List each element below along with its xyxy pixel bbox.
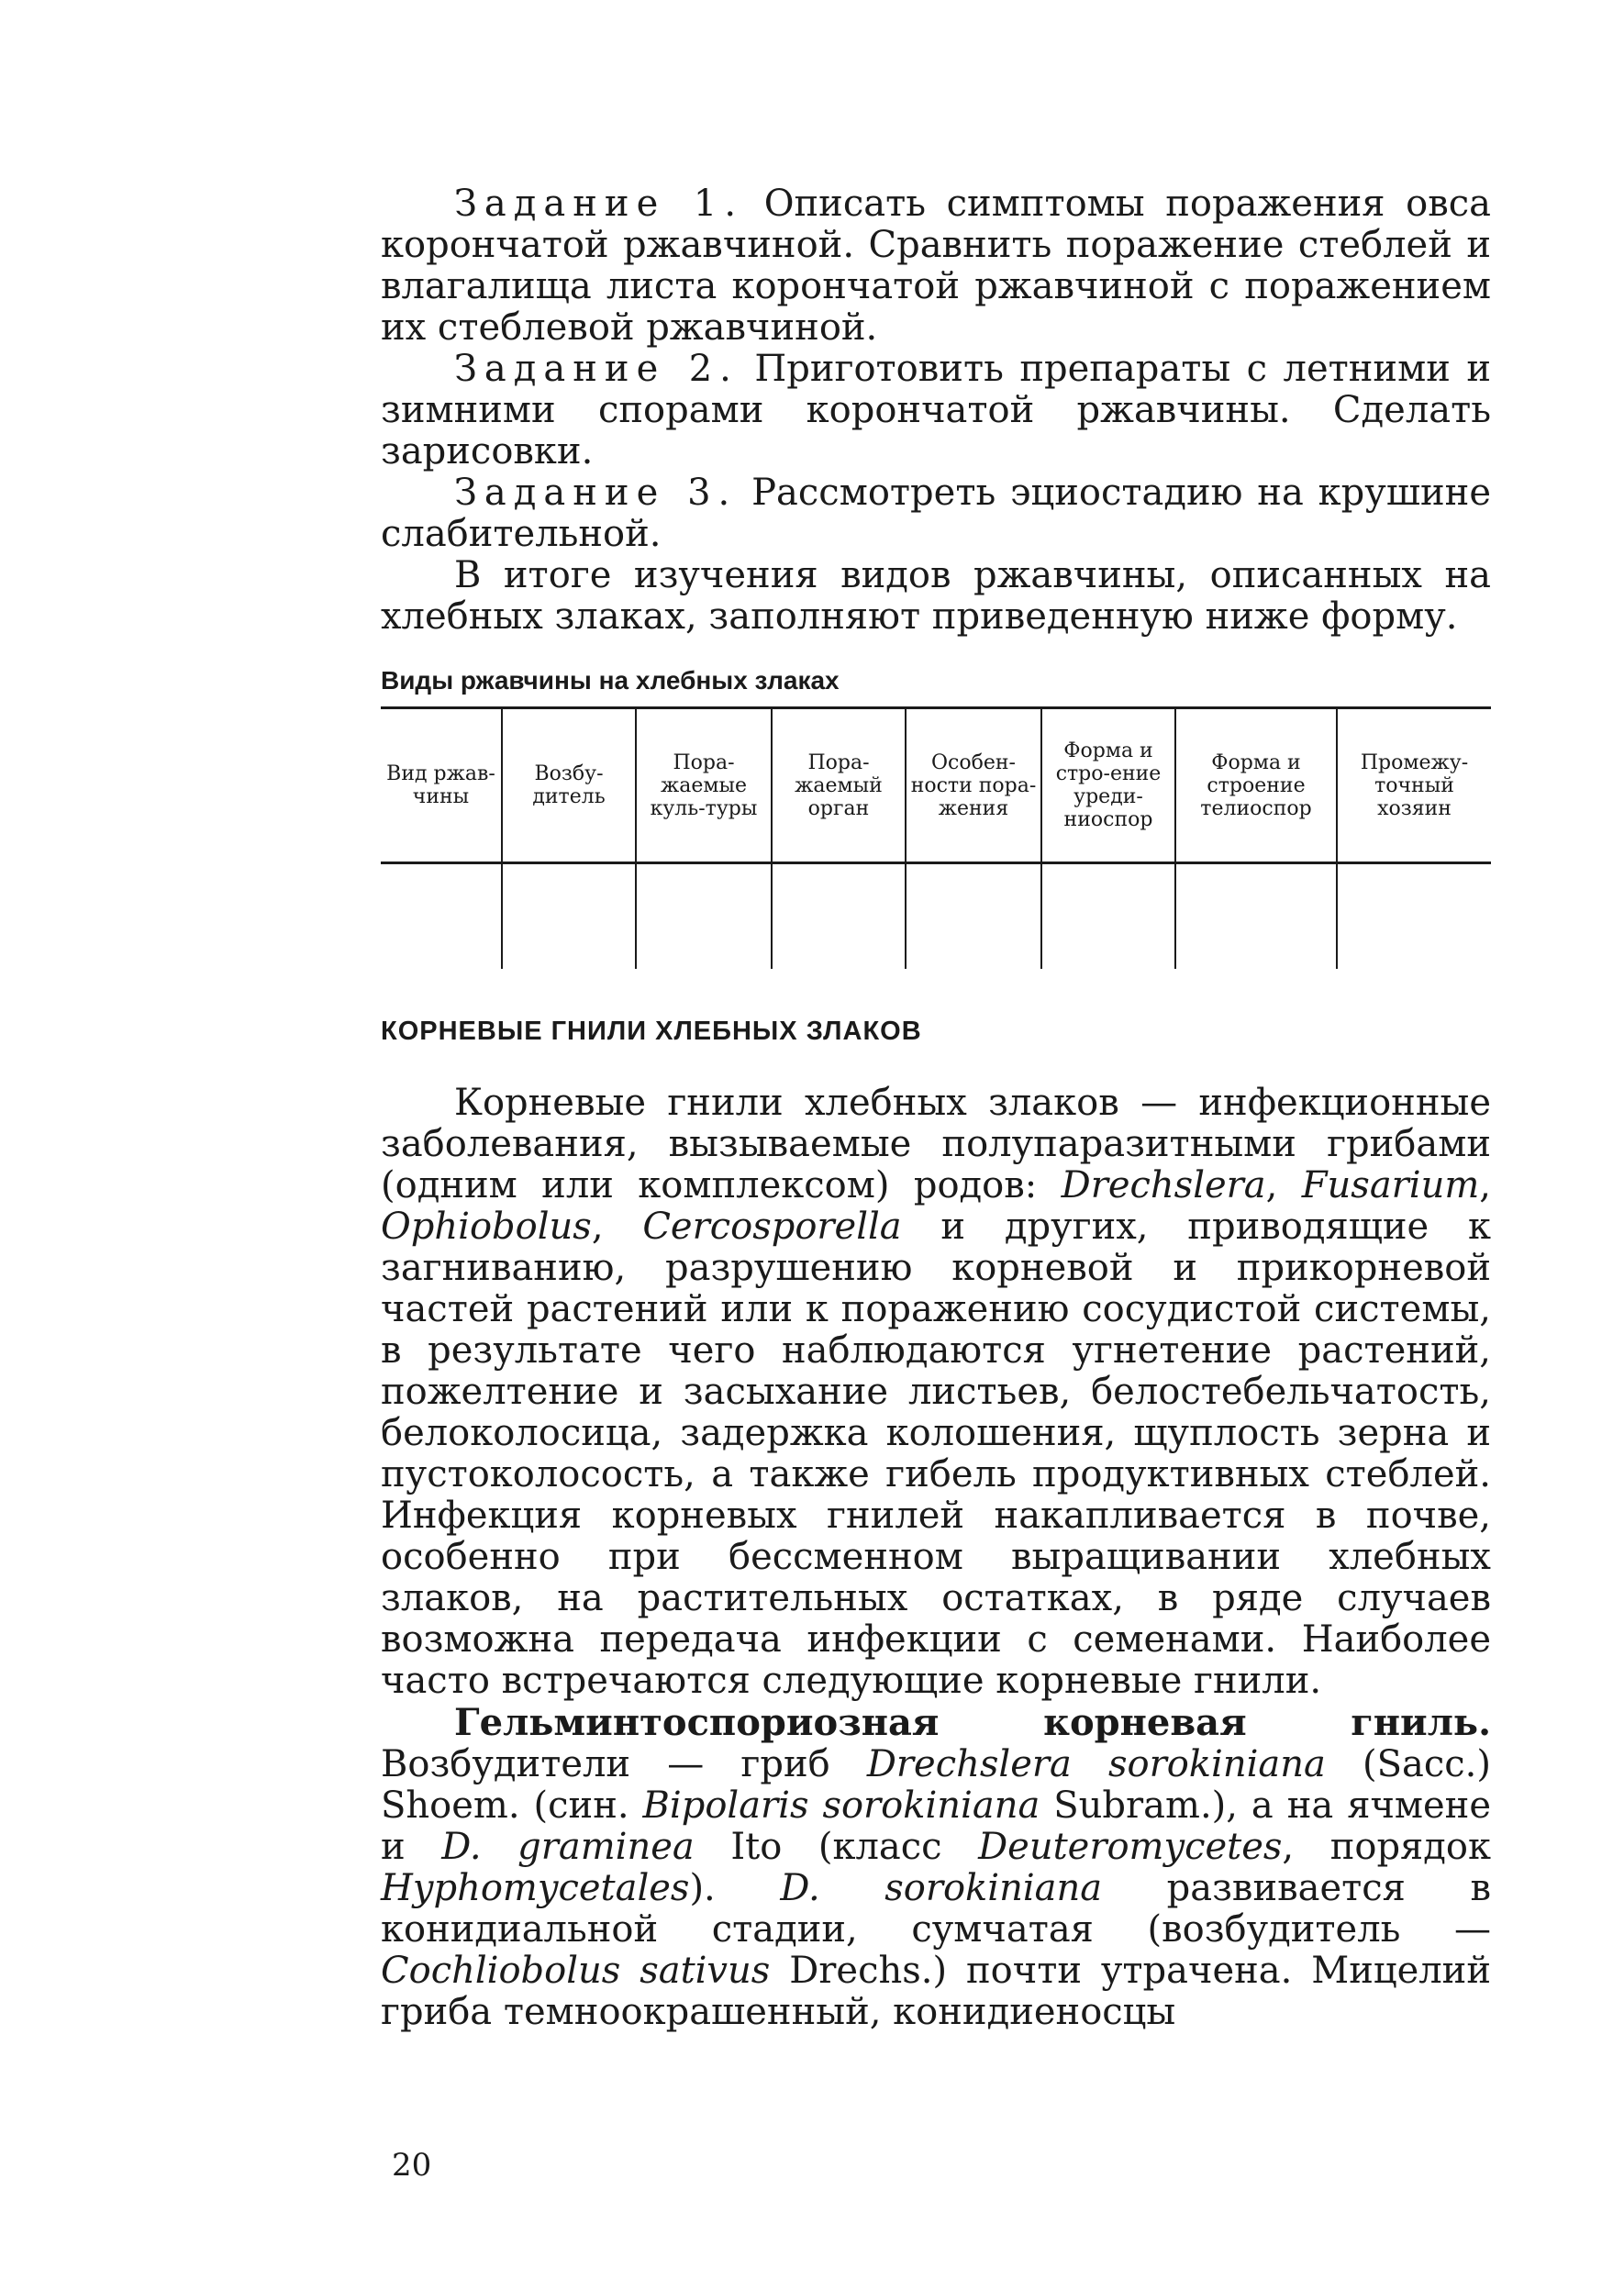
column-header: Возбу-дитель (502, 708, 636, 863)
task-3 (381, 472, 1491, 555)
table-header-row (381, 708, 1491, 863)
species-name: Bipolaris sorokiniana (642, 1784, 1040, 1827)
text-run: Возбудители — гриб (381, 1743, 867, 1785)
text-run: Ito (класс (694, 1826, 979, 1868)
column-header: Форма и строение телиоспор (1175, 708, 1337, 863)
table-cell (772, 863, 906, 970)
table-cell (1337, 863, 1491, 970)
task-2-text: Приготовить препараты с летними и зимними спорами корончатой ржавчины. Сделать зарисовки. (381, 348, 1491, 472)
genus-name: Drechslera (1061, 1164, 1266, 1206)
task-2 (381, 349, 1491, 472)
column-header: Вид ржав-чины (381, 708, 502, 863)
table-cell (381, 863, 502, 970)
text-run: Корневые гнили хлебных злаков — инфекционные заболевания, вызываемые полупаразитными грибами (одним или комплексом) родов: (381, 1082, 1491, 1206)
species-name: Drechslera sorokiniana (866, 1743, 1326, 1785)
text-run: , (1479, 1164, 1491, 1206)
taxon-name: Deuteromycetes (978, 1826, 1283, 1868)
body-text (381, 1083, 1491, 2033)
species-name: D. graminea (441, 1826, 695, 1868)
table-empty-row (381, 863, 1491, 970)
text-run: Drechs.) почти утрачена. Мицелий гриба темноокрашенный, конидиеносцы (381, 1950, 1491, 2033)
paragraph-helminthosporium (381, 1702, 1491, 2033)
column-header: Промежу-точный хозяин (1337, 708, 1491, 863)
table-caption: Виды ржавчины на хлебных злаках (381, 666, 840, 695)
text-run: развивается в конидиальной стадии, сумчатая (возбудитель — (381, 1867, 1491, 1951)
column-header: Форма и стро-ение уреди-ниоспор (1041, 708, 1175, 863)
table-cell (502, 863, 636, 970)
text-run: ). (689, 1867, 781, 1909)
column-header: Пора-жаемый орган (772, 708, 906, 863)
tasks-block (381, 183, 1491, 638)
paragraph-root-rots (381, 1083, 1491, 1702)
text-run: , порядок (1282, 1826, 1491, 1868)
task-3-text: Рассмотреть эциостадию на крушине слабительной. (381, 472, 1492, 555)
column-header: Особен-ности пора-жения (906, 708, 1041, 863)
table-cell (636, 863, 772, 970)
task-1-text: Описать симптомы поражения овса корончатой ржавчиной. Сравнить поражение стеблей и влагалища листа корончатой ржавчиной с поражением их стеблевой ржавчиной. (381, 183, 1491, 349)
page-number: 20 (392, 2147, 432, 2184)
table-cell (906, 863, 1041, 970)
summary-paragraph: В итоге изучения видов ржавчины, описанных на хлебных злаках, заполняют приведенную ниже форму. (381, 554, 1491, 638)
rust-species-table (381, 706, 1491, 969)
taxon-name: Hyphomycetales (381, 1867, 690, 1909)
table-cell (1175, 863, 1337, 970)
task-3-label: Задание 3. (454, 472, 738, 514)
table-cell (1041, 863, 1175, 970)
genus-name: Cercosporella (642, 1206, 902, 1248)
species-name: Cochliobolus sativus (381, 1950, 771, 1992)
column-header: Пора-жаемые куль-туры (636, 708, 772, 863)
disease-title: Гельминтоспориозная корневая гниль. (454, 1701, 1491, 1744)
section-heading: КОРНЕВЫЕ ГНИЛИ ХЛЕБНЫХ ЗЛАКОВ (381, 1017, 922, 1046)
genus-name: Ophiobolus (381, 1206, 592, 1248)
text-run: , (591, 1206, 643, 1248)
genus-name: Fusarium (1301, 1164, 1480, 1206)
text-run: , (1265, 1164, 1302, 1206)
task-2-label: Задание 2. (454, 348, 739, 390)
task-1 (381, 183, 1491, 349)
species-name: D. sorokiniana (780, 1867, 1103, 1909)
text-run: и других, приводящие к загниванию, разрушению корневой и прикорневой частей растений или к поражению сосудистой системы, в результате чего наблюдаются угнетение растений, пожелтение и засыхание листьев, белостебельчатость, белоколосица, задержка колошения, щуплость зерна и пустоколосость, а также гибель продуктивных стеблей. Инфекция корневых гнилей накапливается в почве, особенно при бессменном выращивании хлебных злаков, на растительных остатках, в ряде случаев возможна передача инфекции с семенами. Наиболее часто встречаются следующие корневые гнили. (381, 1206, 1491, 1702)
text-run: (Sacc.) Shoem. (син. (381, 1743, 1491, 1827)
text-run: Subram.), а на ячмене и (381, 1784, 1492, 1868)
task-1-label: Задание 1. (454, 183, 744, 225)
